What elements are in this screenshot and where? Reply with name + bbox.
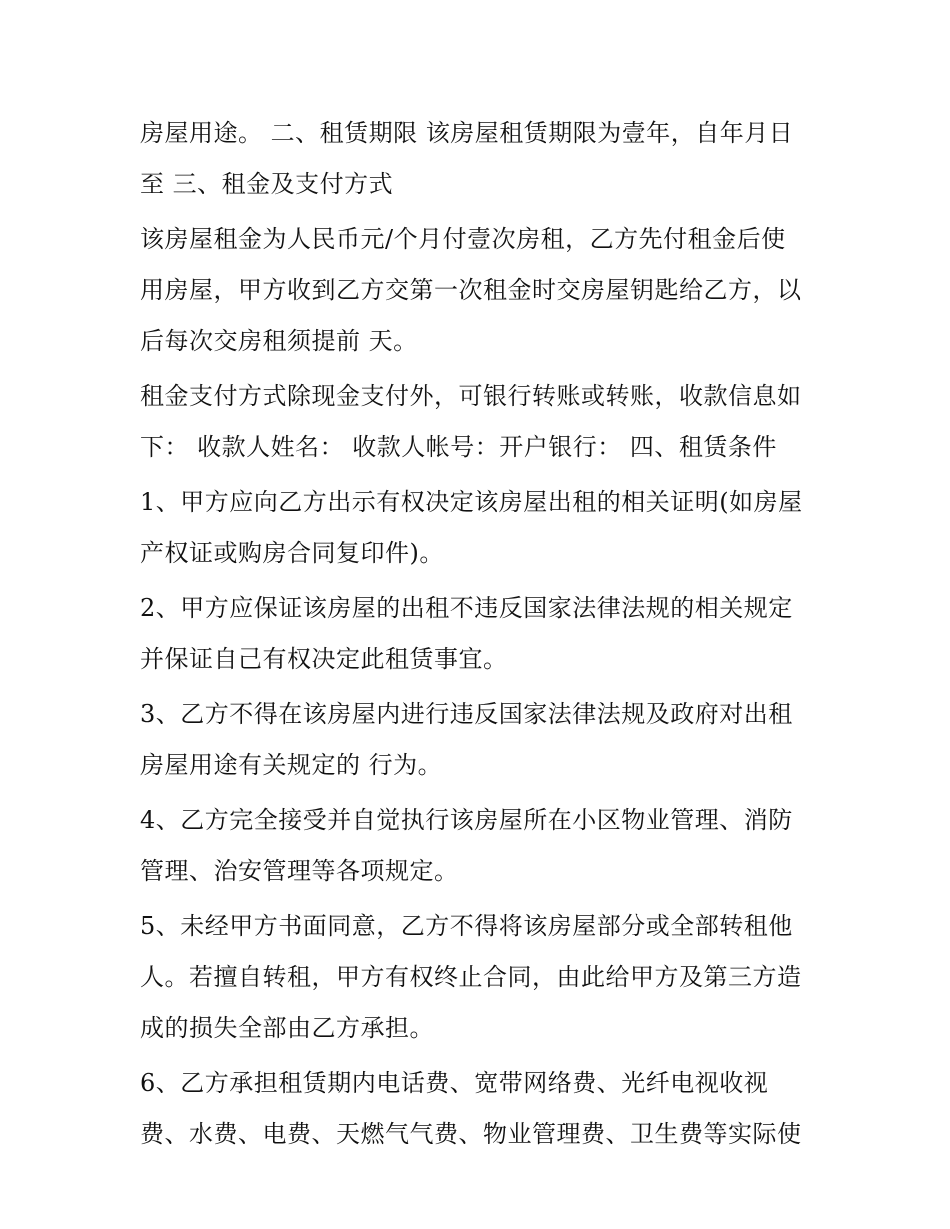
text-line: 1、甲方应向乙方出示有权决定该房屋出租的相关证明(如房屋 [140,488,803,516]
document-body [140,108,820,1164]
text-line: 人。若擅自转租，甲方有权终止合同，由此给甲方及第三方造 [140,963,802,991]
text-line: 房屋用途。 二、租赁期限 该房屋租赁期限为壹年，自年月日 [140,119,794,147]
text-line: 3、乙方不得在该房屋内进行违反国家法律法规及政府对出租 [140,700,793,728]
clause-4 [140,795,820,897]
text-line: 用房屋，甲方收到乙方交第一次租金时交房屋钥匙给乙方，以 [140,276,802,304]
clause-1 [140,477,820,579]
text-line: 房屋用途有关规定的 行为。 [140,751,443,779]
text-line: 2、甲方应保证该房屋的出租不违反国家法律法规的相关规定 [140,594,793,622]
text-line: 费、水费、电费、天燃气气费、物业管理费、卫生费等实际使 [140,1120,802,1148]
clause-6 [140,1058,820,1160]
paragraph-payment-method [140,371,820,473]
text-line: 6、乙方承担租赁期内电话费、宽带网络费、光纤电视收视 [140,1069,769,1097]
text-line: 后每次交房租须提前 天。 [140,327,418,355]
text-line: 产权证或购房合同复印件)。 [140,539,444,567]
paragraph-lease-term [140,108,820,210]
text-line: 成的损失全部由乙方承担。 [140,1014,434,1042]
text-line: 该房屋租金为人民币元/个月付壹次房租，乙方先付租金后使 [140,225,786,253]
paragraph-rent-amount [140,214,820,367]
text-line: 5、未经甲方书面同意，乙方不得将该房屋部分或全部转租他 [140,912,793,940]
text-line: 下： 收款人姓名： 收款人帐号：开户银行： 四、租赁条件 [140,433,777,461]
text-line: 管理、治安管理等各项规定。 [140,857,459,885]
clause-2 [140,583,820,685]
text-line: 4、乙方完全接受并自觉执行该房屋所在小区物业管理、消防 [140,806,793,834]
text-line: 至 三、租金及支付方式 [140,170,394,198]
clause-3 [140,689,820,791]
clause-5 [140,901,820,1054]
text-line: 租金支付方式除现金支付外，可银行转账或转账，收款信息如 [140,382,802,410]
text-line: 并保证自己有权决定此租赁事宜。 [140,645,508,673]
